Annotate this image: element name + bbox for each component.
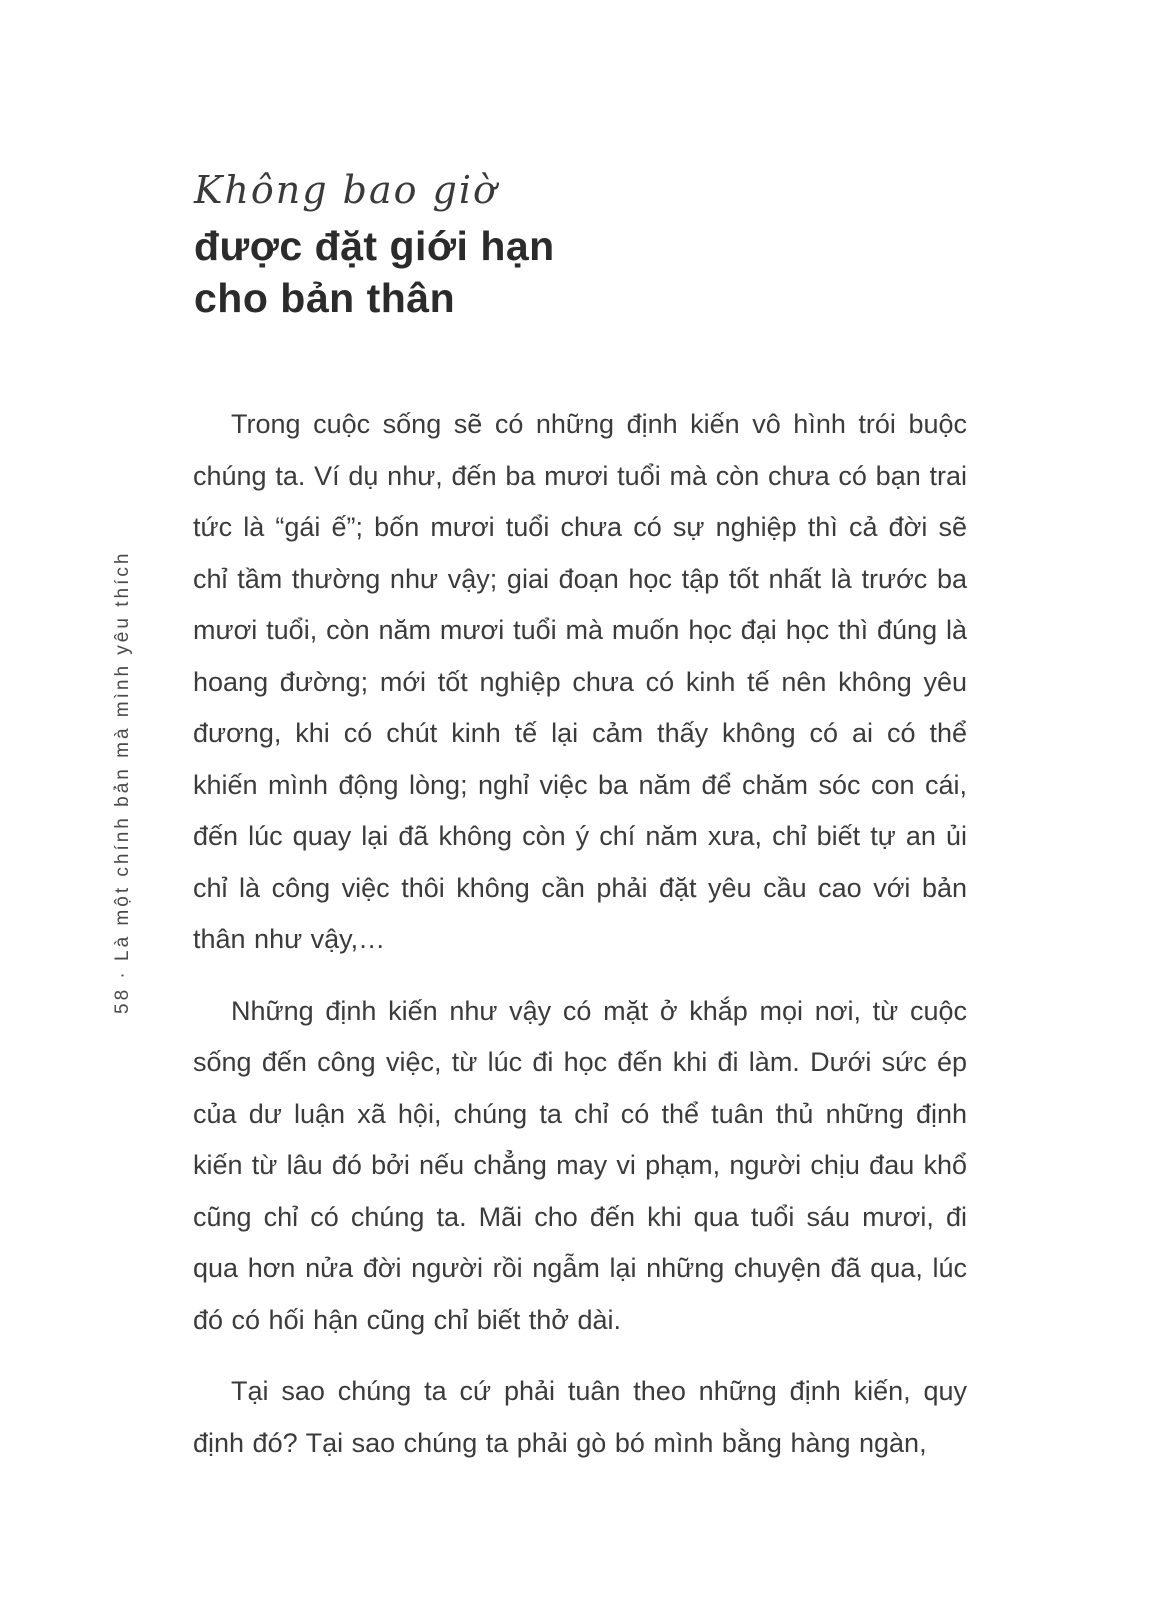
paragraph-3: Tại sao chúng ta cứ phải tuân theo những định kiến, quy định đó? Tại sao chúng ta phải gò bó mình bằng hàng ngàn, (193, 1376, 967, 1458)
chapter-title-bold-line-1: được đặt giới hạn (194, 223, 555, 269)
chapter-title-bold-line-2: cho bản thân (194, 275, 456, 321)
paragraph-2: Những định kiến như vậy có mặt ở khắp mọi nơi, từ cuộc sống đến công việc, từ lúc đi học đến khi đi làm. Dưới sức ép của dư luận xã hội, chúng ta chỉ có thể tuân thủ những định kiến từ lâu đó bởi nếu chẳng may vi phạm, người chịu đau khổ cũng chỉ có chúng ta. Mãi cho đến khi qua tuổi sáu mươi, đi qua hơn nửa đời người rồi ngẫm lại những chuyện đã qua, lúc đó có hối hận cũng chỉ biết thở dài. (193, 995, 967, 1335)
chapter-title (194, 168, 555, 324)
paragraph-1: Trong cuộc sống sẽ có những định kiến vô hình trói buộc chúng ta. Ví dụ như, đến ba mươi tuổi mà còn chưa có bạn trai tức là “gái ế”; bốn mươi tuổi chưa có sự nghiệp thì cả đời sẽ chỉ tầm thường như vậy; giai đoạn học tập tốt nhất là trước ba mươi tuổi, còn năm mươi tuổi mà muốn học đại học thì đúng là hoang đường; mới tốt nghiệp chưa có kinh tế nên không yêu đương, khi có chút kinh tế lại cảm thấy không có ai có thể khiến mình động lòng; nghỉ việc ba năm để chăm sóc con cái, đến lúc quay lại đã không còn ý chí năm xưa, chỉ biết tự an ủi chỉ là công việc thôi không cần phải đặt yêu cầu cao với bản thân như vậy,… (193, 409, 967, 954)
body-text (193, 399, 967, 1489)
vertical-running-head: 58 · Là một chính bản mà mình yêu thích (112, 550, 133, 1014)
chapter-title-script-line: Không bao giờ (194, 168, 498, 212)
